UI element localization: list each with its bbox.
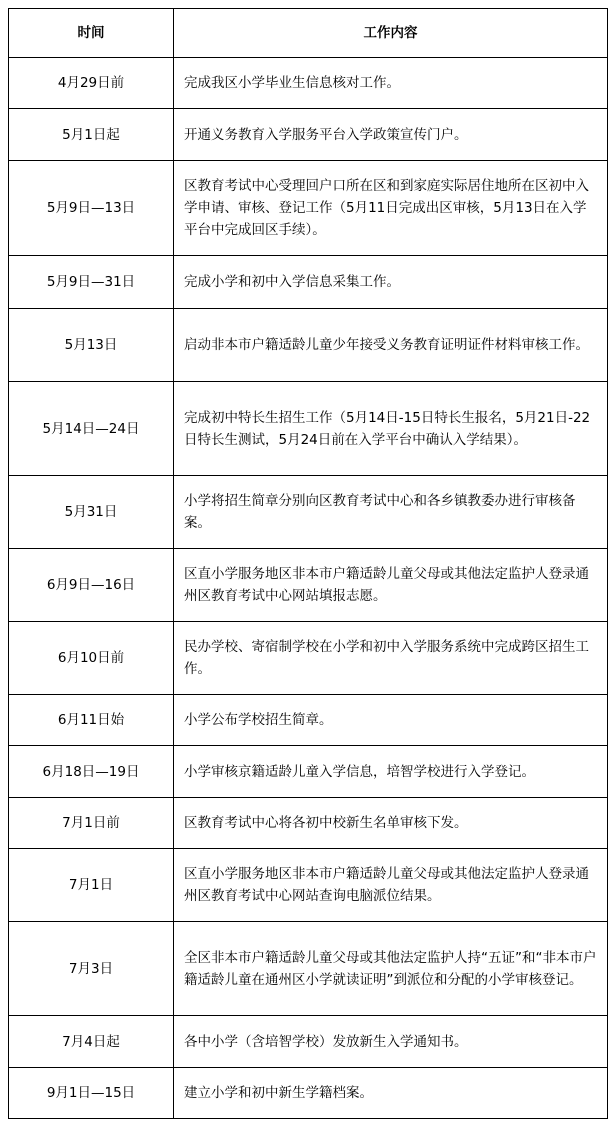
table-row xyxy=(9,1016,608,1068)
row-time: 9月1日—15日 xyxy=(9,1068,174,1119)
row-time: 5月1日起 xyxy=(9,109,174,161)
row-time: 7月3日 xyxy=(9,922,174,1016)
row-content: 全区非本市户籍适龄儿童父母或其他法定监护人持“五证”和“非本市户籍适龄儿童在通州区小学就读证明”到派位和分配的小学审核登记。 xyxy=(174,922,608,1016)
table-row xyxy=(9,309,608,382)
table-row xyxy=(9,695,608,746)
row-content: 区教育考试中心受理回户口所在区和到家庭实际居住地所在区初中入学申请、审核、登记工作（5月11日完成出区审核，5月13日在入学平台中完成回区手续）。 xyxy=(174,161,608,256)
row-content: 开通义务教育入学服务平台入学政策宣传门户。 xyxy=(174,109,608,161)
row-time: 7月1日 xyxy=(9,849,174,922)
row-content: 完成初中特长生招生工作（5月14日-15日特长生报名，5月21日-22日特长生测试，5月24日前在入学平台中确认入学结果）。 xyxy=(174,382,608,476)
row-time: 6月10日前 xyxy=(9,622,174,695)
table-row xyxy=(9,849,608,922)
row-content: 建立小学和初中新生学籍档案。 xyxy=(174,1068,608,1119)
row-time: 7月1日前 xyxy=(9,798,174,849)
row-content: 各中小学（含培智学校）发放新生入学通知书。 xyxy=(174,1016,608,1068)
row-time: 5月13日 xyxy=(9,309,174,382)
table-row xyxy=(9,798,608,849)
row-content: 小学审核京籍适龄儿童入学信息，培智学校进行入学登记。 xyxy=(174,746,608,798)
table-row xyxy=(9,746,608,798)
row-content: 区直小学服务地区非本市户籍适龄儿童父母或其他法定监护人登录通州区教育考试中心网站查询电脑派位结果。 xyxy=(174,849,608,922)
row-content: 完成我区小学毕业生信息核对工作。 xyxy=(174,58,608,109)
row-time: 5月9日—13日 xyxy=(9,161,174,256)
row-content: 区教育考试中心将各初中校新生名单审核下发。 xyxy=(174,798,608,849)
table-row xyxy=(9,476,608,549)
table-row xyxy=(9,161,608,256)
header-content: 工作内容 xyxy=(174,9,608,58)
row-time: 6月18日—19日 xyxy=(9,746,174,798)
table-row xyxy=(9,1068,608,1119)
row-content: 小学将招生简章分别向区教育考试中心和各乡镇教委办进行审核备案。 xyxy=(174,476,608,549)
table-row xyxy=(9,922,608,1016)
row-time: 5月14日—24日 xyxy=(9,382,174,476)
row-time: 5月9日—31日 xyxy=(9,256,174,309)
header-time: 时间 xyxy=(9,9,174,58)
table-row xyxy=(9,622,608,695)
row-time: 4月29日前 xyxy=(9,58,174,109)
table-row xyxy=(9,256,608,309)
table-row xyxy=(9,58,608,109)
row-content: 启动非本市户籍适龄儿童少年接受义务教育证明证件材料审核工作。 xyxy=(174,309,608,382)
row-content: 民办学校、寄宿制学校在小学和初中入学服务系统中完成跨区招生工作。 xyxy=(174,622,608,695)
row-content: 区直小学服务地区非本市户籍适龄儿童父母或其他法定监护人登录通州区教育考试中心网站填报志愿。 xyxy=(174,549,608,622)
enrollment-schedule-table xyxy=(8,8,608,1119)
row-time: 5月31日 xyxy=(9,476,174,549)
table-row xyxy=(9,382,608,476)
table-row xyxy=(9,549,608,622)
table-header-row xyxy=(9,9,608,58)
row-content: 小学公布学校招生简章。 xyxy=(174,695,608,746)
row-content: 完成小学和初中入学信息采集工作。 xyxy=(174,256,608,309)
table-row xyxy=(9,109,608,161)
row-time: 6月9日—16日 xyxy=(9,549,174,622)
row-time: 7月4日起 xyxy=(9,1016,174,1068)
row-time: 6月11日始 xyxy=(9,695,174,746)
